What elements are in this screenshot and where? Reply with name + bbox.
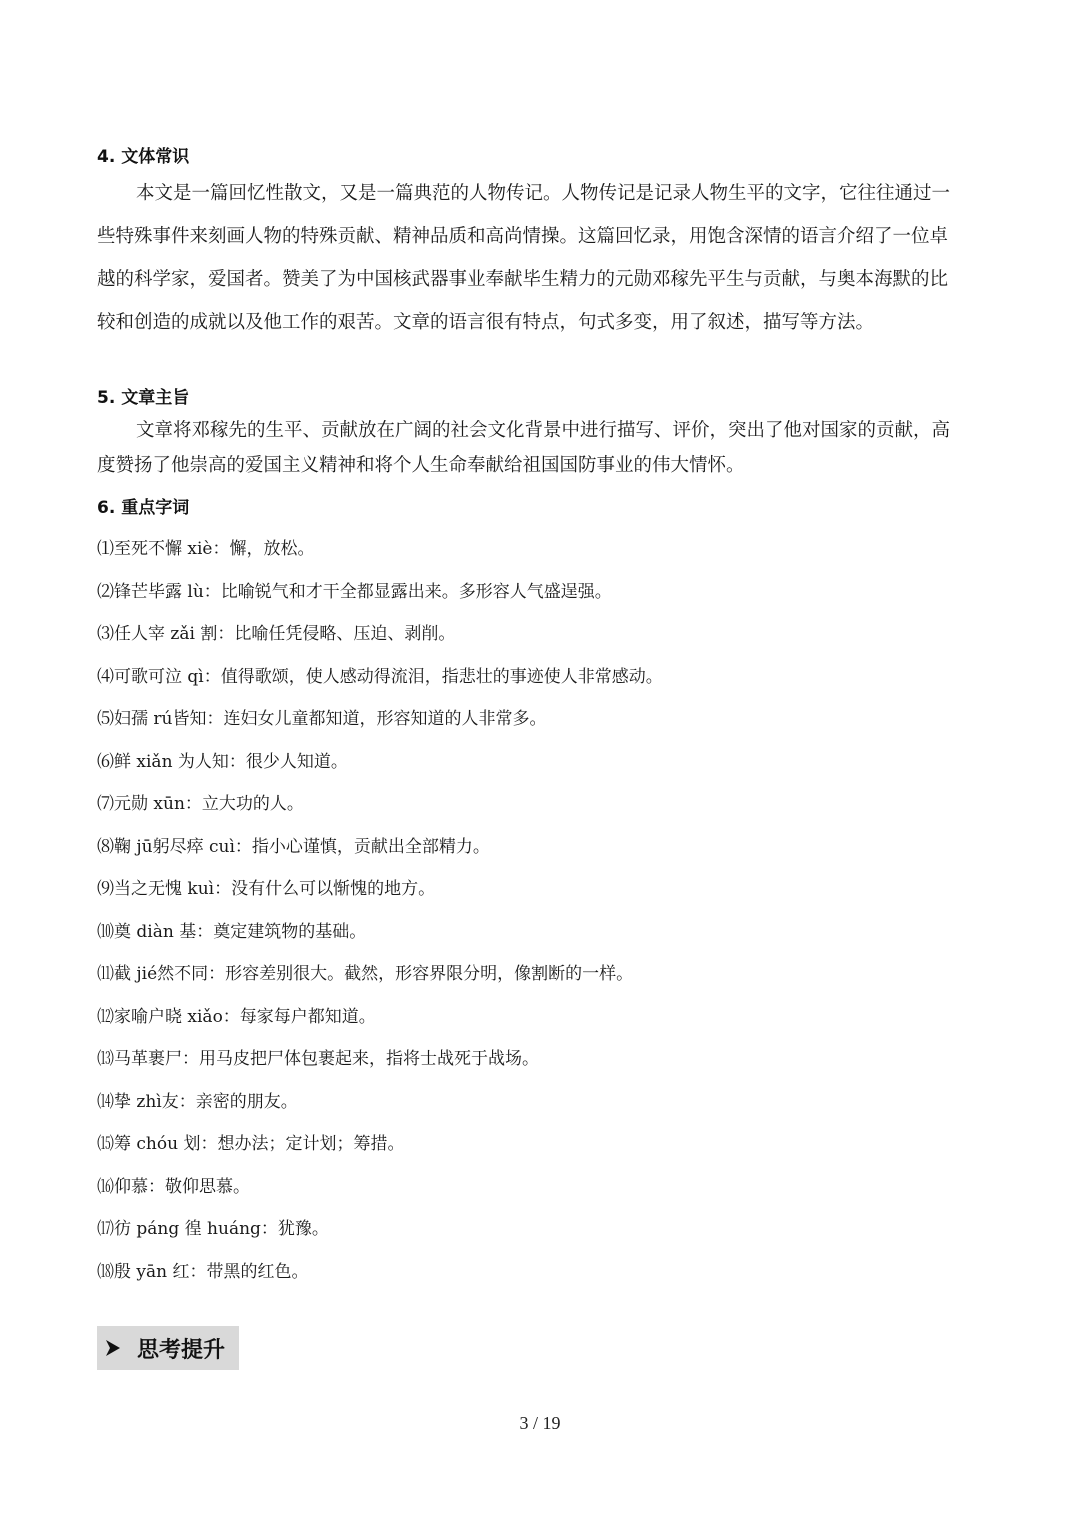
vocab-item: ⑵锋芒毕露 lù：比喻锐气和才干全都显露出来。多形容人气盛逞强。: [97, 581, 612, 602]
vocab-item: ⒄彷 páng 徨 huáng：犹豫。: [97, 1219, 329, 1239]
vocab-item: ⑾截 jié然不同：形容差别很大。截然，形容界限分明，像割断的一样。: [97, 964, 634, 984]
theme-paragraph-line: 文章将邓稼先的生平、贡献放在广阔的社会文化背景中进行描写、评价，突出了他对国家的贡献，高: [136, 420, 951, 441]
vocab-item: ⑴至死不懈 xiè：懈，放松。: [97, 539, 315, 559]
vocab-item: ⑼当之无愧 kuì：没有什么可以惭愧的地方。: [97, 879, 436, 899]
section-heading-genre: 4. 文体常识: [97, 147, 190, 167]
vocab-item: ⒀马革裹尸：用马皮把尸体包裹起来，指将士战死于战场。: [97, 1049, 539, 1069]
genre-paragraph-line: 本文是一篇回忆性散文，又是一篇典范的人物传记。人物传记是记录人物生平的文字，它往往通过一: [136, 183, 951, 204]
vocab-item: ⑷可歌可泣 qì：值得歌颂，使人感动得流泪，指悲壮的事迹使人非常感动。: [97, 666, 663, 687]
right-arrow-icon: [101, 1336, 125, 1360]
next-section-bar: [97, 1326, 239, 1370]
vocab-item: ⑻鞠 jū躬尽瘁 cuì：指小心谨慎，贡献出全部精力。: [97, 836, 490, 857]
genre-paragraph-line: 较和创造的成就以及他工作的艰苦。文章的语言很有特点，句式多变，用了叙述，描写等方法。: [97, 312, 875, 333]
vocab-item: ⒂筹 chóu 划：想办法；定计划；筹措。: [97, 1134, 405, 1154]
vocab-item: ⒁挚 zhì友：亲密的朋友。: [97, 1091, 298, 1112]
genre-paragraph-line: 越的科学家，爱国者。赞美了为中国核武器事业奉献毕生精力的元勋邓稼先平生与贡献，与奥本海默的比: [97, 269, 949, 290]
vocab-item: ⑸妇孺 rú皆知：连妇女儿童都知道，形容知道的人非常多。: [97, 709, 547, 729]
vocab-item: ⑿家喻户晓 xiǎo：每家每户都知道。: [97, 1006, 376, 1027]
vocab-item: ⑽奠 diàn 基：奠定建筑物的基础。: [97, 921, 367, 942]
section-heading-theme: 5. 文章主旨: [97, 388, 190, 408]
genre-paragraph-line: 些特殊事件来刻画人物的特殊贡献、精神品质和高尚情操。这篇回忆录，用饱含深情的语言介绍了一位卓: [97, 226, 949, 247]
vocab-item: ⑺元勋 xūn：立大功的人。: [97, 794, 304, 814]
page-number: 3 / 19: [519, 1413, 561, 1433]
vocab-item: ⑶任人宰 zǎi 割：比喻任凭侵略、压迫、剥削。: [97, 624, 456, 644]
vocab-item: ⒃仰慕：敬仰思慕。: [97, 1176, 250, 1197]
vocab-item: ⒅殷 yān 红：带黑的红色。: [97, 1261, 309, 1282]
vocab-item: ⑹鲜 xiǎn 为人知：很少人知道。: [97, 751, 348, 772]
next-section-title: 思考提升: [137, 1337, 226, 1363]
section-heading-vocab: 6. 重点字词: [97, 498, 190, 518]
theme-paragraph-line: 度赞扬了他崇高的爱国主义精神和将个人生命奉献给祖国国防事业的伟大情怀。: [97, 455, 745, 476]
